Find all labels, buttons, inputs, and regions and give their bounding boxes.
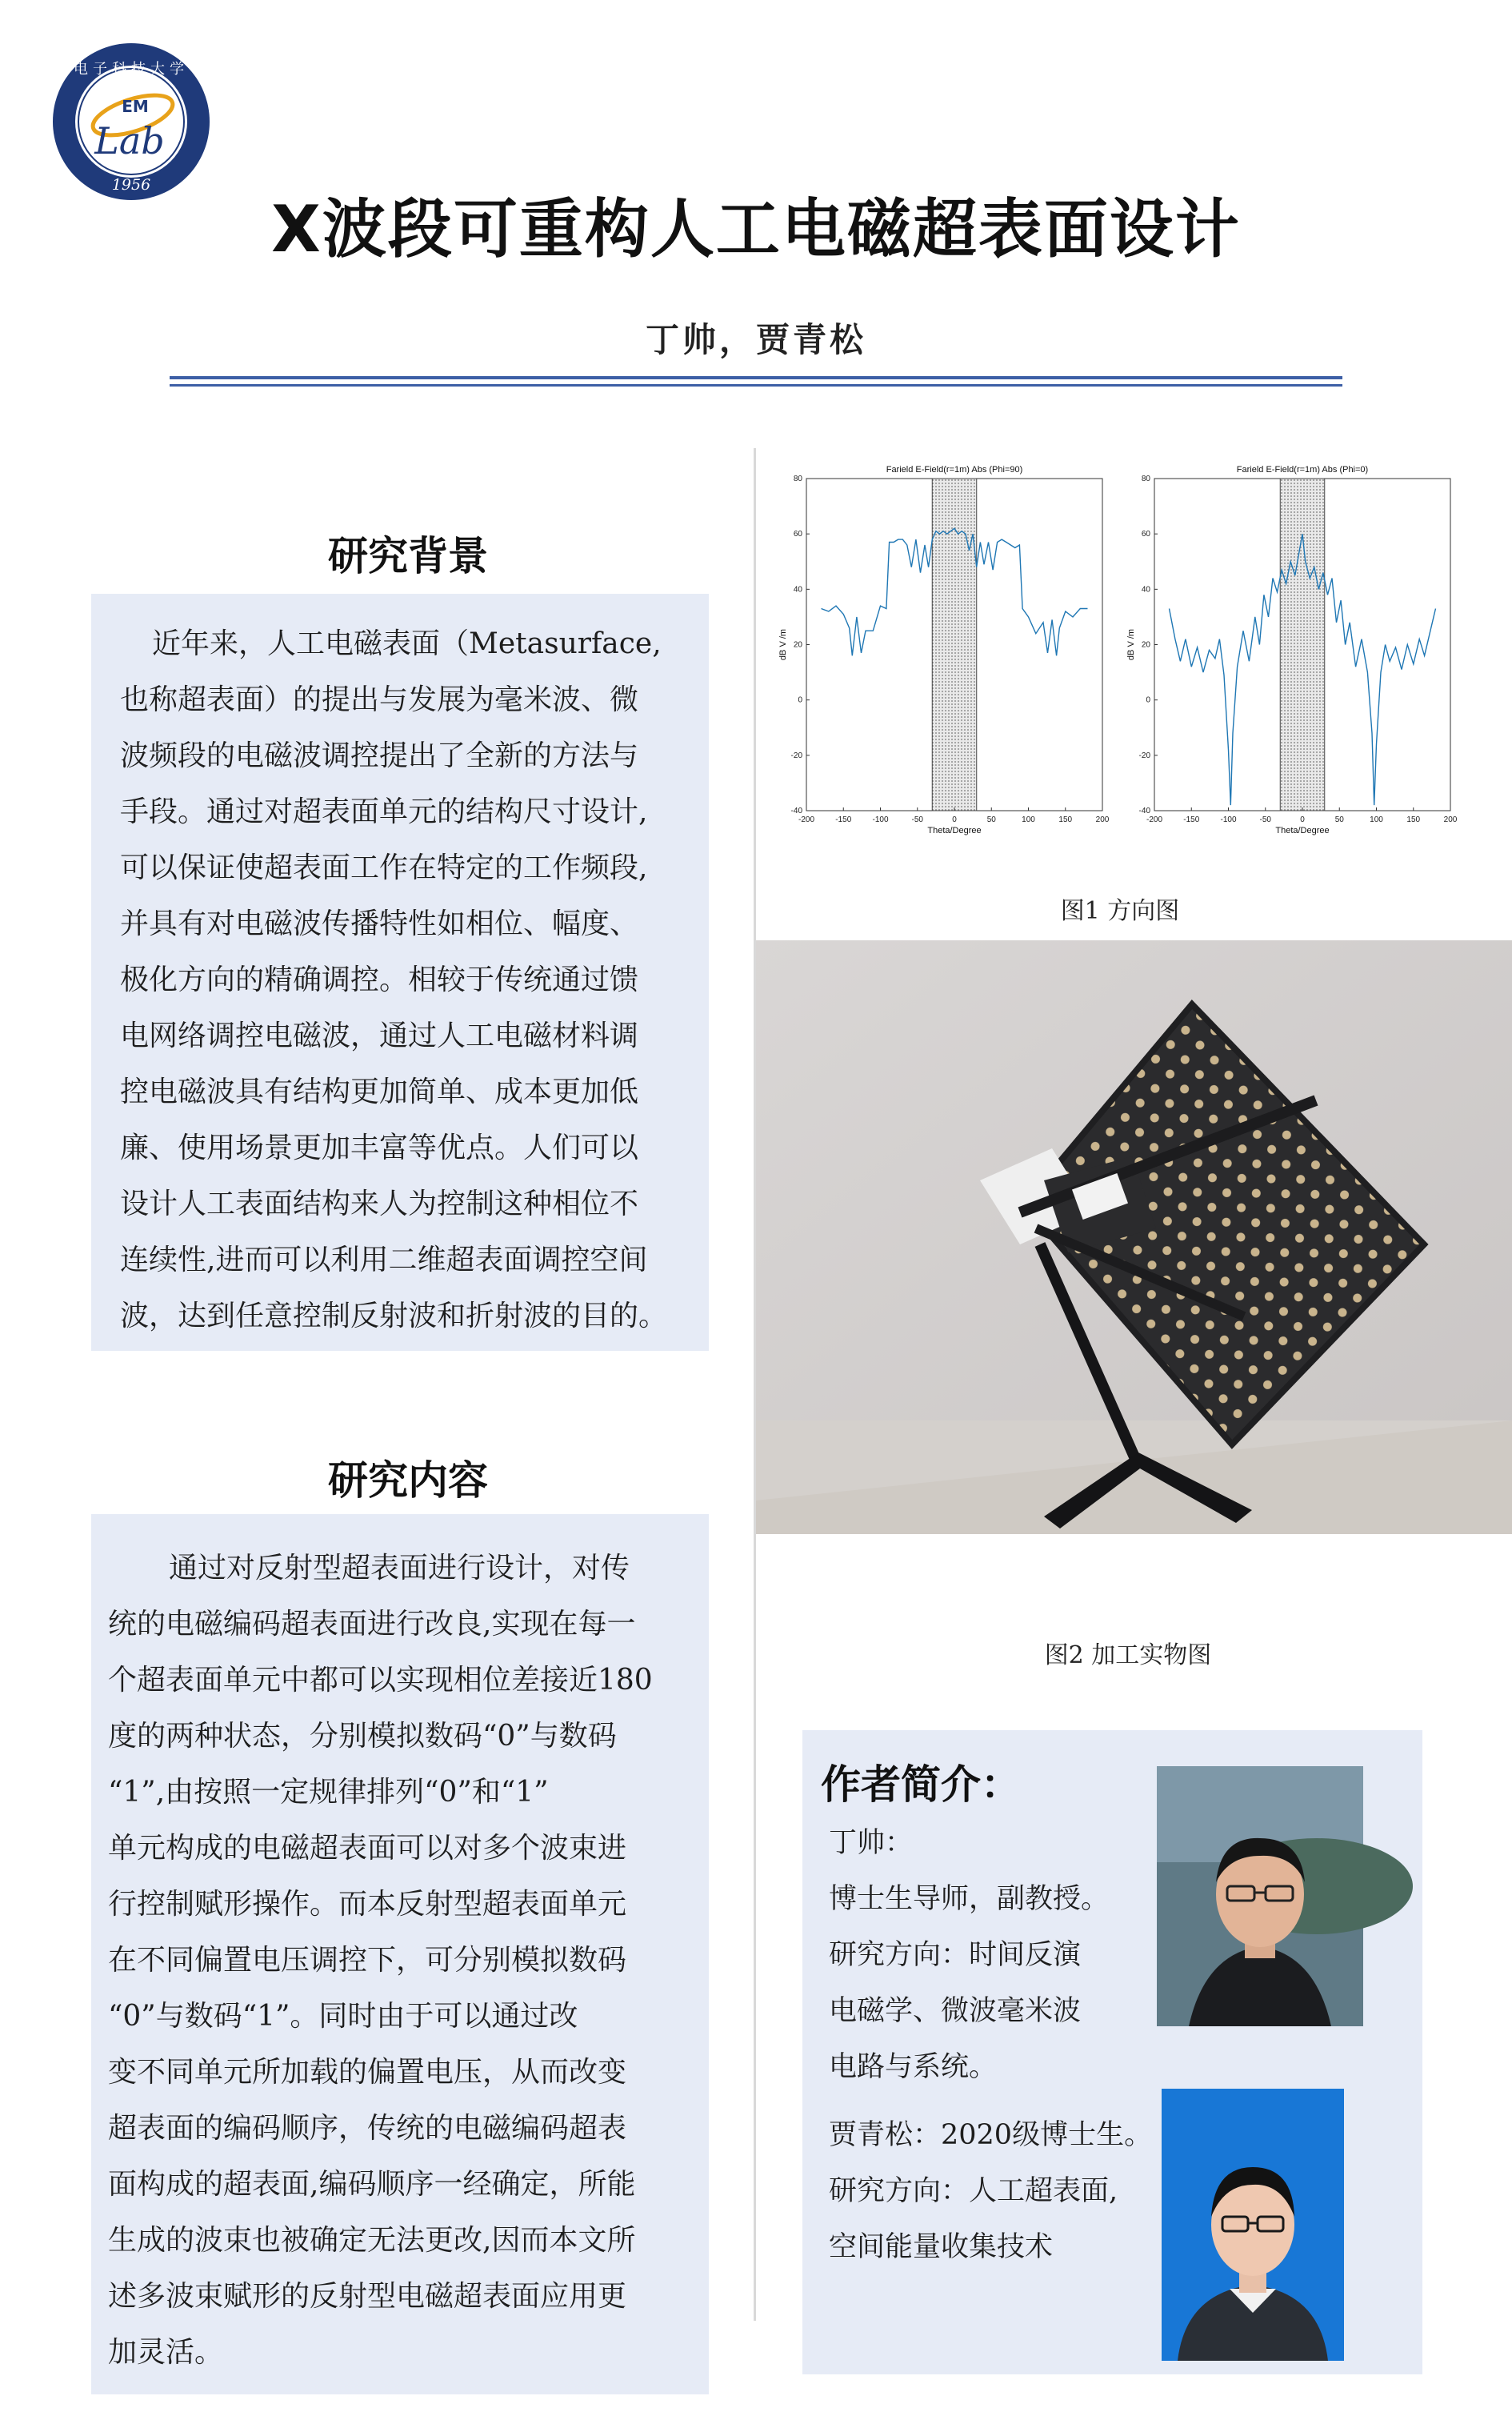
text-line: 变不同单元所加载的偏置电压，从而改变 [108,2056,627,2089]
chart-title: Farield E-Field(r=1m) Abs (Phi=90) [886,465,1023,475]
x-tick-label: 100 [1022,815,1035,824]
text-line: 度的两种状态，分别模拟数码“0”与数码 [108,1720,617,1753]
x-tick-label: -200 [1146,815,1163,824]
text-line: 通过对反射型超表面进行设计，对传 [169,1552,630,1585]
x-tick-label: -100 [1220,815,1237,824]
text-line: “0”与数码“1”。同时由于可以通过改 [108,2000,578,2033]
x-tick-label: 100 [1370,815,1383,824]
text-line: 行控制赋形操作。而本反射型超表面单元 [108,1888,627,1921]
x-tick-label: -150 [1183,815,1200,824]
text-line: 波，达到任意控制反射波和折射波的目的。 [120,1300,668,1332]
text-line: 生成的波束也被确定无法更改,因而本文所 [108,2224,636,2257]
text-line: 面构成的超表面,编码顺序一经确定，所能 [108,2168,636,2201]
text-line: 可以保证使超表面工作在特定的工作频段, [120,851,648,884]
text-line: 控电磁波具有结构更加简单、成本更加低 [120,1076,639,1108]
author-photo-ding [1157,1766,1363,2026]
x-tick-label: 200 [1095,815,1110,824]
x-tick-label: 50 [1334,815,1344,824]
author-photo-jia [1162,2089,1344,2361]
logo-em-text: EM [122,97,149,116]
x-axis-label: Theta/Degree [1275,826,1330,835]
author-line: 贾青松：2020级博士生。 [829,2119,1153,2151]
text-line: “1”,由按照一定规律排列“0”和“1” [108,1776,549,1809]
y-tick-label: 20 [1141,640,1150,650]
text-line: 设计人工表面结构来人为控制这种相位不 [120,1188,639,1220]
author-line: 丁帅： [829,1827,914,1859]
content-text [108,1541,684,2381]
logo-year-text: 1956 [111,176,151,194]
text-line: 电网络调控电磁波，通过人工电磁材料调 [120,1020,639,1052]
text-line: 近年来，人工电磁表面（Metasurface, [152,627,662,660]
y-tick-label: 60 [793,530,802,539]
x-tick-label: 50 [986,815,996,824]
author-line: 空间能量收集技术 [829,2231,1054,2263]
background-text [120,616,690,1344]
x-tick-label: -200 [798,815,815,824]
text-line: 极化方向的精确调控。相较于传统通过馈 [120,964,639,996]
title-divider-thin [170,384,1342,387]
text-line: 加灵活。 [108,2336,224,2369]
y-tick-label: -20 [1138,751,1150,760]
x-tick-label: 0 [952,815,957,824]
y-tick-label: 0 [798,695,802,705]
author-line: 电磁学、微波毫米波 [829,1995,1082,2027]
text-line: 廉、使用场景更加丰富等优点。人们可以 [120,1132,639,1164]
y-tick-label: 20 [793,640,802,650]
fabricated-metasurface-photo [756,940,1512,1534]
chart-title: Farield E-Field(r=1m) Abs (Phi=0) [1236,465,1369,475]
y-tick-label: 60 [1141,530,1150,539]
text-line: 在不同偏置电压调控下，可分别模拟数码 [108,1944,627,1977]
page-title: X波段可重构人工电磁超表面设计 [271,192,1241,266]
x-tick-label: -50 [1259,815,1271,824]
x-tick-label: -150 [835,815,852,824]
x-tick-label: -100 [872,815,889,824]
background-heading: 研究背景 [328,533,488,579]
logo-arc-text: 电子科技大学 [74,61,189,78]
x-tick-label: 150 [1058,815,1073,824]
y-axis-label: dB V /m [778,628,788,661]
y-tick-label: 40 [1141,585,1150,595]
text-line: 单元构成的电磁超表面可以对多个波束进 [108,1832,627,1865]
author-intro-heading: 作者简介： [821,1761,1021,1808]
x-tick-label: 0 [1300,815,1305,824]
y-tick-label: -20 [790,751,802,760]
text-line: 也称超表面）的提出与发展为毫米波、微 [120,683,639,716]
y-tick-label: 0 [1146,695,1150,705]
figure2-caption: 图2 加工实物图 [1044,1641,1212,1669]
text-line: 波频段的电磁波调控提出了全新的方法与 [120,739,639,772]
y-tick-label: 40 [793,585,802,595]
text-line: 统的电磁编码超表面进行改良,实现在每一 [108,1608,636,1641]
text-line: 个超表面单元中都可以实现相位差接近180 [108,1664,653,1697]
title-divider [170,376,1342,379]
text-line: 手段。通过对超表面单元的结构尺寸设计, [120,795,648,828]
author-line: 博士生导师，副教授。 [829,1883,1110,1915]
text-line: 超表面的编码顺序，传统的电磁编码超表 [108,2112,627,2145]
figure1-caption: 图1 方向图 [1060,897,1180,925]
logo-lab-text: Lab [94,119,165,162]
text-line: 并具有对电磁波传播特性如相位、幅度、 [120,908,639,940]
chart-shaded-region [1280,479,1325,811]
author-line: 研究方向：人工超表面, [829,2175,1118,2207]
y-tick-label: -40 [1138,807,1150,815]
y-axis-label: dB V /m [1126,628,1136,661]
content-heading: 研究内容 [328,1457,488,1504]
x-tick-label: -50 [911,815,923,824]
author-names: 丁帅，贾青松 [645,320,866,359]
y-tick-label: 80 [1141,475,1150,483]
x-tick-label: 150 [1406,815,1421,824]
x-axis-label: Theta/Degree [927,826,982,835]
author-line: 研究方向：时间反演 [829,1939,1082,1971]
radiation-pattern-charts [774,453,1458,869]
y-tick-label: 80 [793,475,802,483]
x-tick-label: 200 [1443,815,1458,824]
text-line: 述多波束赋形的反射型电磁超表面应用更 [108,2280,627,2313]
y-tick-label: -40 [790,807,802,815]
text-line: 连续性,进而可以利用二维超表面调控空间 [120,1244,648,1276]
author-line: 电路与系统。 [829,2051,998,2083]
